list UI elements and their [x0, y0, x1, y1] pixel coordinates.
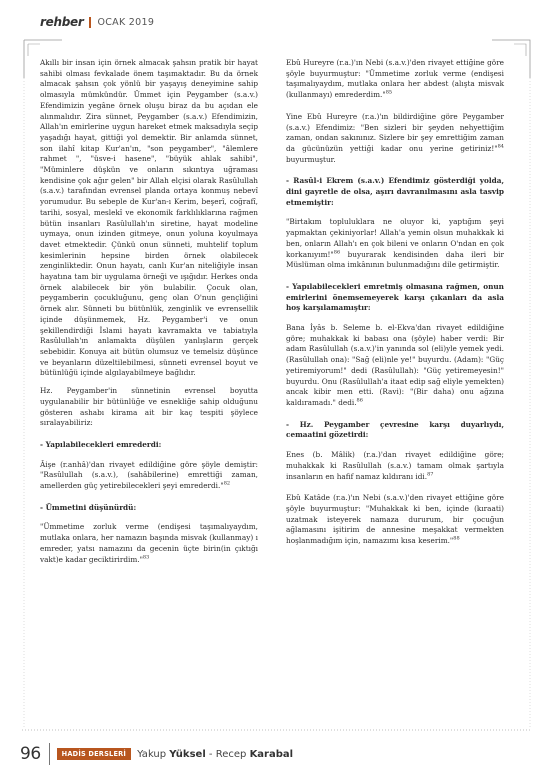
paragraph: Ebû Katâde (r.a.)'ın Nebi (s.a.v.)'den rivayet ettiğine göre şöyle buyurmuştur: "Muhakkak ki ben, içinde (kıraati) uzatmak isteyerek namaza dururum, bir çocuğun ağlamasını işitirim de annesine meşakkat vermekten hoşlanmadığım için, namazımı kısa keserim."$^{88}$ [286, 493, 504, 546]
author-line: Yakup Yüksel - Recep Karabal [137, 748, 294, 760]
magazine-logo: rehber [40, 15, 84, 29]
header-separator [89, 17, 91, 28]
page-footer [20, 741, 530, 767]
footer-dotted-rule [22, 728, 532, 732]
paragraph: Hz. Peygamber'in sünnetinin evrensel boyutta uygulanabilir bir bütünlüğe ve esnekliğe sahip olduğunu gösteren ashabı kirama ait bir kaç tespiti şöylece sıralayabiliriz: [40, 386, 258, 428]
section-tag: HADİS DERSLERİ [57, 748, 131, 760]
paragraph: "Birtakım topluluklara ne oluyor ki, yaptığım şeyi yapmaktan çekiniyorlar! Allah'a yemin olsun muhakkak ki ben, onların Allah'ı en çok bileni ve onların O'ndan en çok korkanıyım!"$^{86}$ buyurarak kendisinden daha ileri bir Müslüman olma imkânının bulunmadığını dile getirmiştir. [286, 217, 504, 270]
section-heading: - Ümmetini düşünürdü: [40, 502, 137, 512]
section-heading: - Rasûl-i Ekrem (s.a.v.) Efendimiz gösterdiği yolda, dini gayretle de olsa, aşırı davranılmasını asla tasvip etmemiştir: [286, 176, 504, 207]
footnote-ref: 85 [385, 89, 393, 96]
paragraph: Akıllı bir insan için örnek almacak şahsın pratik bir hayat sahibi olması fevkalade önem taşımaktadır. Bu da örnek almacak şahsın çok yönlü bir yaşayış deneyimine sahip olmasıyla mümkündür. Ümmet için Peygamber (s.a.v.) Efendimizin yegâne örnek oluşu biraz da bu açıdan ele alınmalıdır. Zira sünnet, Peygamber (s.a.v.) Efendimizin, Allah'ın emirlerine uygun hareket etmek maksadıyla seçip yaşadığı hayat, gittiği yol demektir. Bir anlamda sünnet, son ilahî kitap Kur'an'ın, "son peygamber", "âlemlere rahmet ", "üsve-i hasene", "büyük ahlak sahibi", "Müminlere düşkün ve onların sıkıntıya uğraması kendisine çok ağır gelen" bir Allah elçisi olarak Rasûlullah (s.a.v.) tarafından evrensel planda ortaya konmuş nebevî yorumudur. Bu sebeple de Kur'an-ı Kerim, beşerî, coğrafî, tarihi, sosyal, meslekî ve ekonomik farklılıklarına rağmen bütün insanları Rasûlullah'ın siretine, hayat modeline uymaya, onun izinden gitmeye, onun yoluna koyulmaya davet etmektedir. Çünkü onun sünneti, muhtelif toplum kesimlerinin hepsine birden örnek olabilecek zenginliktedir. Onun hayatı, canlı Kur'an niteliğiyle insan hayatına tam bir uygulama örneği ve ışığıdır. Herkes onda örnek alabilecek bir yön bulabilir. Çocuk olan, peygamberin çocukluğunu, genç olan O'nun gençliğini örnek alır. Sünneti bu bütünlük, zenginlik ve evrensellik içinde düşünmemek, Hz. Peygamber'i ve onun şekillendirdiği İslami hayatı kavramakta ve tabiatıyla Rasûlullah'ın anlamakta düşülen yanlışların gerçek sebebidir. Konuya ait bütün olumsuz ve temelsiz düşünce ve beyanların düzeltilebilmesi, sünneti evrensel boyut ve bütünlüğü içinde algılayabilmeye bağlıdır. [40, 58, 258, 378]
issue-date: OCAK 2019 [97, 16, 155, 28]
paragraph: Ebû Hureyre (r.a.)'ın Nebi (s.a.v.)'den rivayet ettiğine göre şöyle buyurmuştur: "Ümmetime zorluk verme (endişesi taşımalıyaydım, mutlaka onlara her abdest (alışta misvak (kullanmayı) emrederdim."$^{85}$ [286, 58, 504, 100]
paragraph: "Ümmetime zorluk verme (endişesi taşımalıyaydım, mutlaka onlara, her namazın başında misvak (kullanmay) ı emreder, yatsı namazını da gecenin üçte birin(in çıktığı vakt)e kadar geciktirirdim."$^{83}$ [40, 522, 258, 564]
section-heading: - Yapılabilecekleri emrederdi: [40, 439, 162, 449]
left-column [40, 58, 258, 572]
footer-divider [49, 743, 50, 765]
page-header [40, 14, 154, 30]
footnote-ref: 84 [497, 143, 504, 150]
footnote-ref: 87 [427, 471, 434, 478]
footnote-ref: 88 [453, 535, 460, 542]
right-column [286, 58, 504, 554]
page-number: 96 [20, 744, 41, 764]
section-heading: - Yapılabilecekleri emretmiş olmasına rağmen, onun emirlerini önemsemeyerek karşı çıkanları da asla hoş karşılamamıştır: [286, 281, 504, 313]
paragraph: Enes (b. Mâlik) (r.a.)'dan rivayet edildiğine göre; muhakkak ki Rasûlullah (s.a.v.) tamam olmak şartıyla insanların en hafif namaz kıldıranı idi.$^{87}$ [286, 450, 504, 481]
paragraph: Yine Ebû Hureyre (r.a.)'ın bildirdiğine göre Peygamber (s.a.v.) Efendimiz: "Ben sizleri bir şeyden nehyettiğim zaman, ondan sakınınız. Sizlere bir şey emrettiğim zaman da gücünüzün yettiği kadar onu yerine getiriniz!"$^{84}$ buyurmuştur. [286, 111, 504, 164]
footnote-ref: 86 [356, 397, 363, 404]
footnote-ref: 82 [223, 480, 231, 487]
paragraph: Bana İyâs b. Seleme b. el-Ekva'dan rivayet edildiğine göre; muhakkak ki babası ona (şöyle) haber verdi: Bir adam Rasûlullah (s.a.v.)'in yanında sol (eli)yle yemek yedi. (Rasûlullah ona): "Sağ (eli)nle ye!" buyurdu. (Adam): "Güç yetiremiyorum!" dedi (Rasûlullah): "Güç yetiremeyesin!" buyurdu. Onu (Rasûlullah'a itaat edip sağ eliyle yemekten) ancak kibir men etti. (Ravi): "(Bir daha) onu ağzına kaldıramadı." dedi.$^{86}$ [286, 323, 504, 407]
paragraph: Âişe (r.anhâ)'dan rivayet edildiğine göre şöyle demiştir: "Rasûlullah (s.a.v.), (sahâbilerine) emrettiği zaman, amellerden güç yetirebilecekleri şeyi emrederdi."$^{82}$ [40, 459, 258, 491]
footnote-ref: 83 [142, 554, 150, 561]
footnote-ref: 86 [333, 249, 341, 256]
section-heading: - Hz. Peygamber çevresine karşı duyarlıydı, cemaatini gözetirdi: [286, 419, 504, 440]
